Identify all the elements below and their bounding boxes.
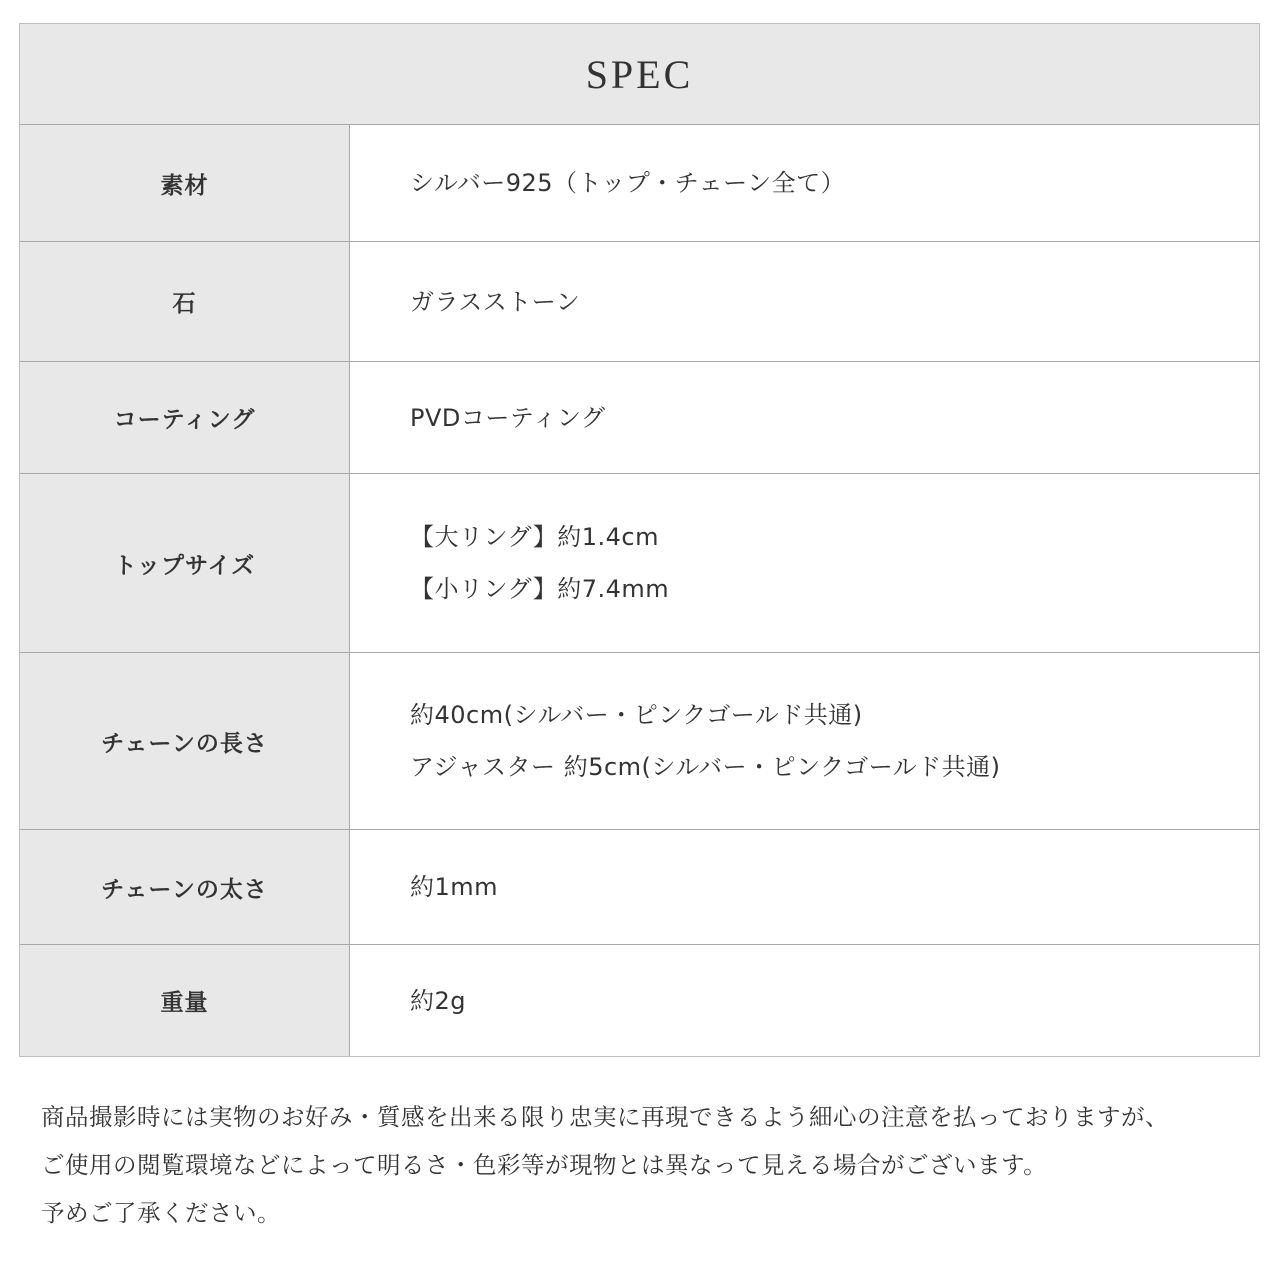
- notice-line: 商品撮影時には実物のお好み・質感を出来る限り忠実に再現できるよう細心の注意を払っておりますが、: [41, 1103, 1169, 1131]
- spec-row-coating: [20, 362, 1259, 474]
- row-label: 素材: [20, 125, 350, 241]
- value-line: アジャスター 約5cm(シルバー・ピンクゴールド共通): [410, 753, 1001, 781]
- spec-row-stone: [20, 242, 1259, 362]
- row-value: [350, 945, 1259, 1056]
- spec-header: [20, 24, 1259, 125]
- row-label: コーティング: [20, 362, 350, 473]
- row-value: [350, 830, 1259, 944]
- value-line: PVDコーティング: [410, 403, 606, 432]
- spec-title: SPEC: [585, 51, 694, 97]
- spec-row-weight: [20, 945, 1259, 1056]
- value-line: 【大リング】約1.4cm: [410, 523, 659, 551]
- value-line: 約40cm(シルバー・ピンクゴールド共通): [410, 701, 863, 729]
- notice-line: ご使用の閲覧環境などによって明るさ・色彩等が現物とは異なって見える場合がございます。: [41, 1151, 1048, 1179]
- row-label: チェーンの太さ: [20, 830, 350, 944]
- spec-table: [19, 23, 1260, 1057]
- row-label: チェーンの長さ: [20, 653, 350, 829]
- spec-row-chain-thickness: [20, 830, 1259, 945]
- spec-row-chain-length: [20, 653, 1259, 830]
- disclaimer-notice: [41, 1093, 1251, 1237]
- row-label: 重量: [20, 945, 350, 1056]
- row-label: トップサイズ: [20, 474, 350, 652]
- spec-row-material: [20, 125, 1259, 242]
- spec-row-top-size: [20, 474, 1259, 653]
- value-line: 【小リング】約7.4mm: [410, 575, 670, 603]
- row-value: [350, 653, 1259, 829]
- row-value: [350, 362, 1259, 473]
- row-value: [350, 125, 1259, 241]
- row-value: [350, 242, 1259, 361]
- value-line: 約2g: [410, 986, 467, 1015]
- value-line: ガラスストーン: [410, 287, 581, 316]
- row-label: 石: [20, 242, 350, 361]
- value-line: 約1mm: [410, 873, 499, 901]
- row-value: [350, 474, 1259, 652]
- value-line: シルバー925（トップ・チェーン全て）: [410, 169, 846, 197]
- notice-line: 予めご了承ください。: [41, 1199, 281, 1227]
